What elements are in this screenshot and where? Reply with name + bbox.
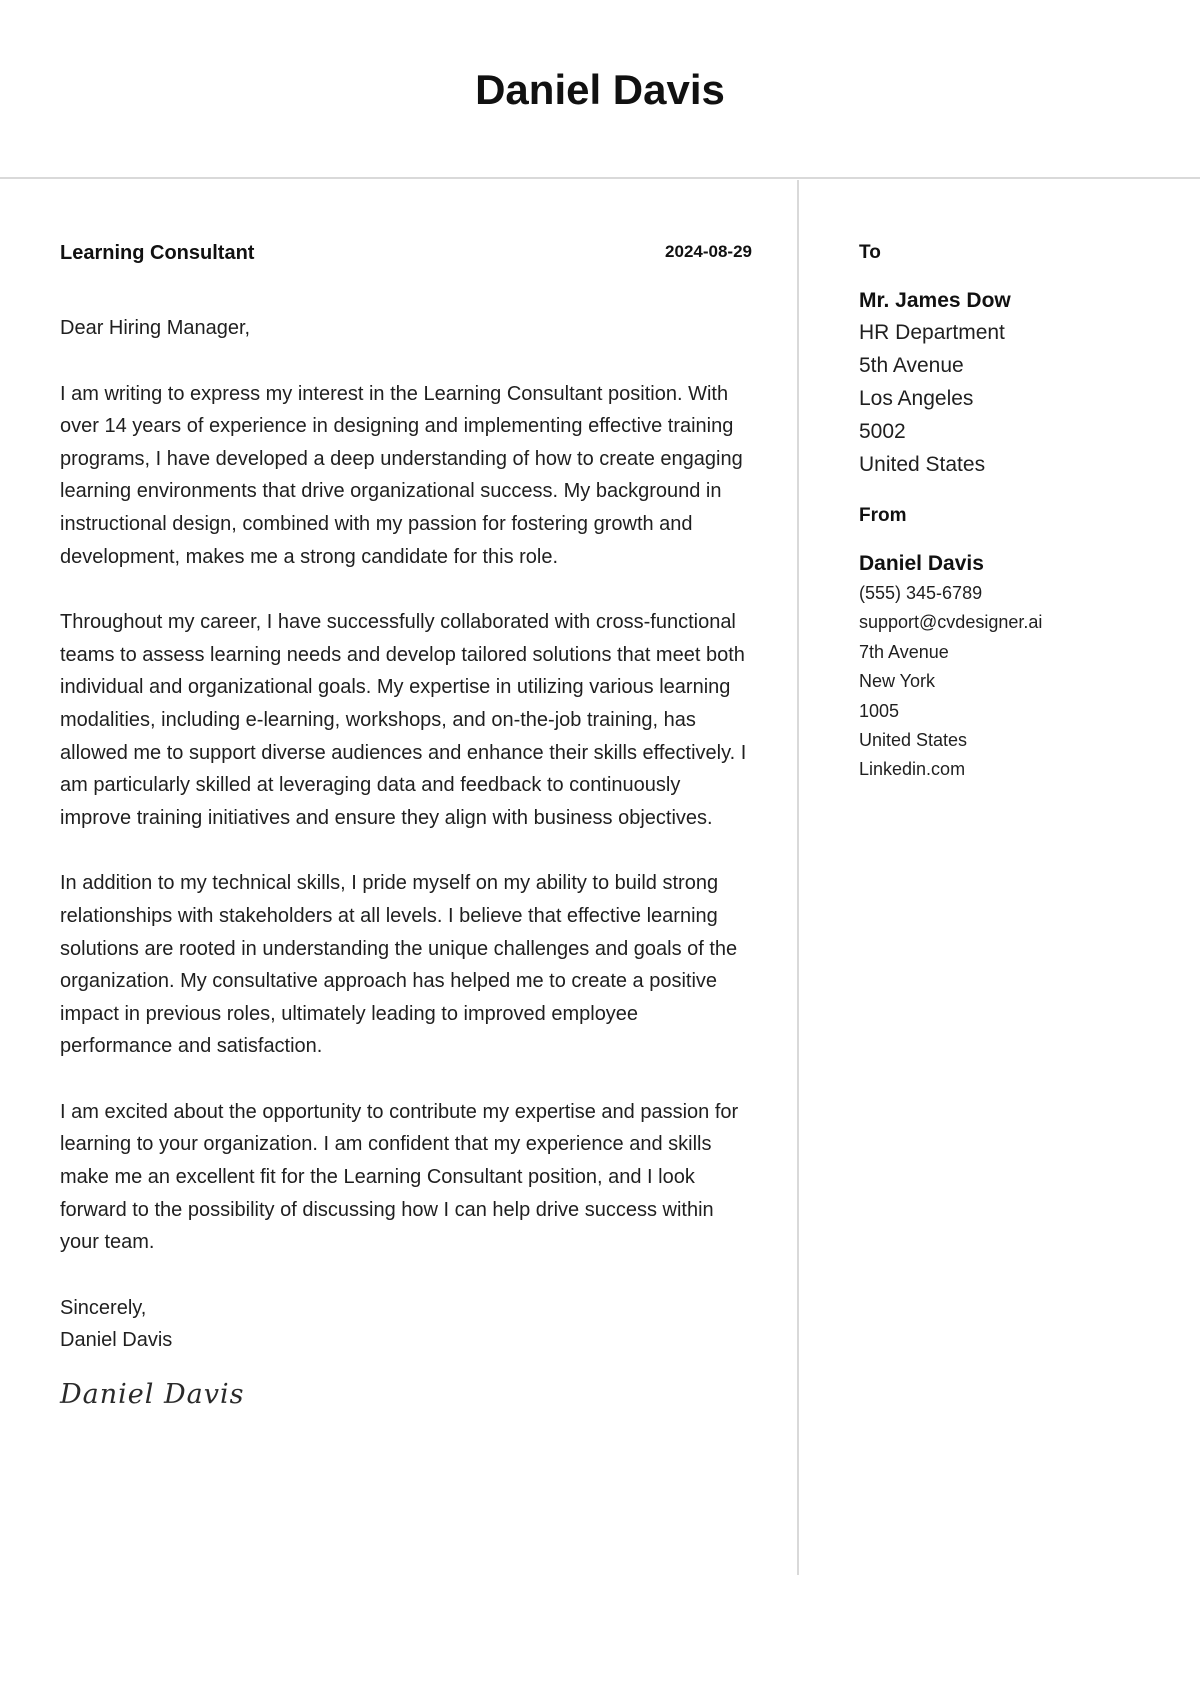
- closing-text: Sincerely,: [60, 1296, 147, 1319]
- paragraph-1: I am writing to express my interest in the Learning Consultant position. With over 14 years of experience in designing and implementing effective training programs, I have developed a deep understanding of how to create engaging learning environments that drive organizational success. My background in instructional design, combined with my passion for fostering growth and development, makes me a strong candidate for this role.: [60, 382, 743, 568]
- address-sidebar: [859, 242, 1159, 785]
- sender-linkedin: Linkedin.com: [859, 759, 966, 780]
- sender-zip: 1005: [859, 700, 900, 721]
- recipient-line: 5002: [859, 420, 906, 443]
- job-title: Learning Consultant: [60, 242, 255, 264]
- applicant-name-title: Daniel Davis: [475, 66, 725, 113]
- sender-street: 7th Avenue: [859, 641, 949, 662]
- header: [0, 0, 1200, 179]
- closing-block: [60, 1292, 752, 1357]
- recipient-line: HR Department: [859, 321, 1005, 344]
- recipient-line: United States: [859, 453, 986, 476]
- sender-label: From: [859, 505, 907, 526]
- recipient-label: To: [859, 242, 881, 263]
- sender-email: support@cvdesigner.ai: [859, 612, 1043, 633]
- recipient-line: 5th Avenue: [859, 354, 964, 377]
- paragraph-3: In addition to my technical skills, I pride myself on my ability to build strong relationships with stakeholders at all levels. I believe that effective learning solutions are rooted in understanding the unique challenges and goals of the organization. My consultative approach has helped me to create a positive impact in previous roles, ultimately leading to improved employee performance and satisfaction.: [60, 872, 738, 1058]
- letter-body: [60, 242, 752, 1410]
- letter-text: [60, 312, 752, 1259]
- sender-block: [859, 505, 1159, 785]
- recipient-line: Los Angeles: [859, 387, 974, 410]
- paragraph-2: Throughout my career, I have successfully collaborated with cross-functional teams to assess learning needs and develop tailored solutions that meet both individual and organizational goals. My expertise in utilizing various learning modalities, including e-learning, workshops, and on-the-job training, has allowed me to support diverse audiences and enhance their skills effectively. I am particularly skilled at leveraging data and feedback to continuously improve training initiatives and ensure they align with business objectives.: [60, 611, 747, 829]
- sender-city: New York: [859, 671, 936, 692]
- sender-name: Daniel Davis: [859, 552, 984, 575]
- sender-phone: (555) 345-6789: [859, 583, 983, 603]
- job-row: [60, 242, 752, 270]
- column-divider: [797, 180, 799, 1575]
- closing-name: Daniel Davis: [60, 1329, 173, 1352]
- paragraph-4: I am excited about the opportunity to contribute my expertise and passion for learning to your organization. I am confident that my experience and skills make me an excellent fit for the Learning Consultant position, and I look forward to the possibility of discussing how I can help drive success within your team.: [60, 1100, 739, 1254]
- recipient-name: Mr. James Dow: [859, 289, 1011, 312]
- handwritten-signature: Daniel Davis: [60, 1379, 245, 1411]
- letter-date: 2024-08-29: [665, 242, 752, 261]
- greeting: Dear Hiring Manager,: [60, 317, 251, 339]
- sender-country: United States: [859, 730, 968, 751]
- recipient-block: [859, 242, 1159, 481]
